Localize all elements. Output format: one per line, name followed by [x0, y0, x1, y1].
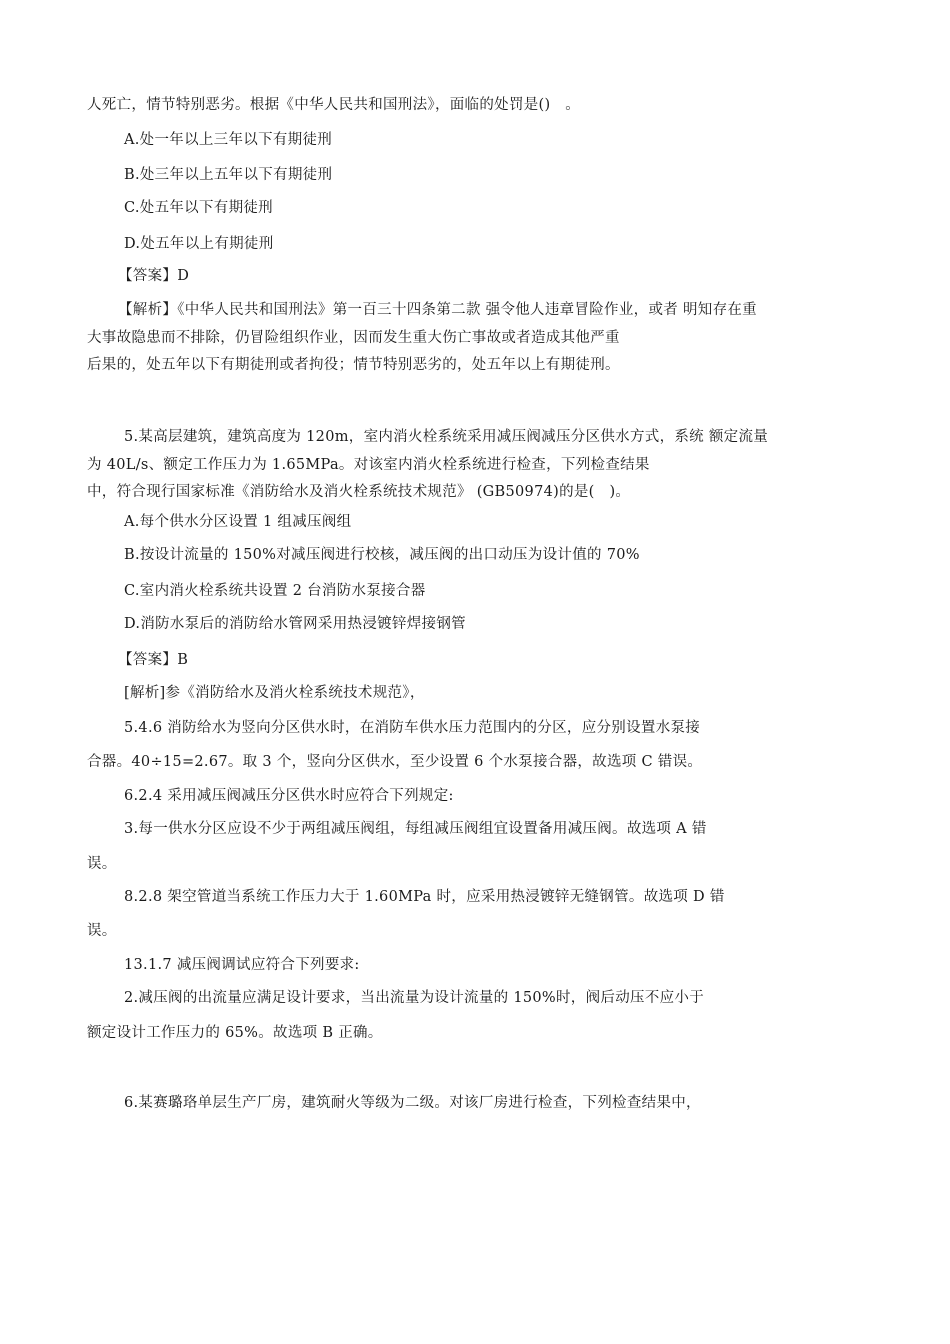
q4-analysis-line: 【解析】《中华人民共和国刑法》第一百三十四条第二款 强令他人违章冒险作业，或者 明知存在重	[118, 302, 757, 318]
q4-option-a: A.处一年以上三年以下有期徒刑	[124, 132, 333, 148]
q5-analysis-line: 3.每一供水分区应设不少于两组减压阀组，每组减压阀组宜设置备用减压阀。故选项 A 错	[124, 821, 707, 837]
q5-analysis-line: 误。	[87, 923, 117, 939]
q5-analysis-line: 8.2.8 架空管道当系统工作压力大于 1.60MPa 时，应采用热浸镀锌无缝钢管。故选项 D 错	[124, 889, 725, 905]
q5-option-b: B.按设计流量的 150%对减压阀进行校核，减压阀的出口动压为设计值的 70%	[124, 547, 640, 563]
q4-analysis-line: 后果的，处五年以下有期徒刑或者拘役；情节特别恶劣的，处五年以上有期徒刑。	[87, 357, 620, 373]
q5-option-a: A.每个供水分区设置 1 组减压阀组	[124, 514, 352, 530]
q4-option-b: B.处三年以上五年以下有期徒刑	[124, 167, 333, 183]
q5-analysis-line: 13.1.7 减压阀调试应符合下列要求:	[124, 957, 360, 973]
q5-analysis-intro: [解析]参《消防给水及消火栓系统技术规范》，	[124, 685, 425, 701]
q5-analysis-line: 2.减压阀的出流量应满足设计要求，当出流量为设计流量的 150%时，阀后动压不应小于	[124, 990, 704, 1006]
q5-option-c: C.室内消火栓系统共设置 2 台消防水泵接合器	[124, 583, 426, 599]
q4-option-c: C.处五年以下有期徒刑	[124, 200, 273, 216]
q5-analysis-line: 合器。40÷15=2.67。取 3 个，竖向分区供水，至少设置 6 个水泵接合器，故选项 C 错误。	[87, 754, 703, 770]
q5-stem-line: 中，符合现行国家标准《消防给水及消火栓系统技术规范》 (GB50974)的是( )。	[87, 484, 631, 500]
q5-analysis-line: 额定设计工作压力的 65%。故选项 B 正确。	[87, 1025, 383, 1041]
q4-answer: 【答案】D	[118, 268, 190, 284]
q4-stem-tail: 人死亡，情节特别恶劣。根据《中华人民共和国刑法》，面临的处罚是() 。	[87, 97, 581, 113]
q5-answer: 【答案】B	[118, 652, 189, 668]
q4-option-d: D.处五年以上有期徒刑	[124, 236, 274, 252]
q5-analysis-line: 5.4.6 消防给水为竖向分区供水时，在消防车供水压力范围内的分区，应分别设置水泵接	[124, 720, 701, 736]
q6-stem-head: 6.某赛璐珞单层生产厂房，建筑耐火等级为二级。对该厂房进行检查，下列检查结果中，	[124, 1095, 701, 1111]
q5-stem-line: 5.某高层建筑，建筑高度为 120m，室内消火栓系统采用减压阀减压分区供水方式，系统 额定流量	[124, 429, 769, 445]
q5-analysis-line: 误。	[87, 856, 117, 872]
q4-analysis-line: 大事故隐患而不排除，仍冒险组织作业，因而发生重大伤亡事故或者造成其他严重	[87, 330, 620, 346]
q5-stem-line: 为 40L/s、额定工作压力为 1.65MPa。对该室内消火栓系统进行检查，下列检查结果	[87, 457, 650, 473]
q5-analysis-line: 6.2.4 采用减压阀减压分区供水时应符合下列规定:	[124, 788, 454, 804]
q5-option-d: D.消防水泵后的消防给水管网采用热浸镀锌焊接钢管	[124, 616, 466, 632]
